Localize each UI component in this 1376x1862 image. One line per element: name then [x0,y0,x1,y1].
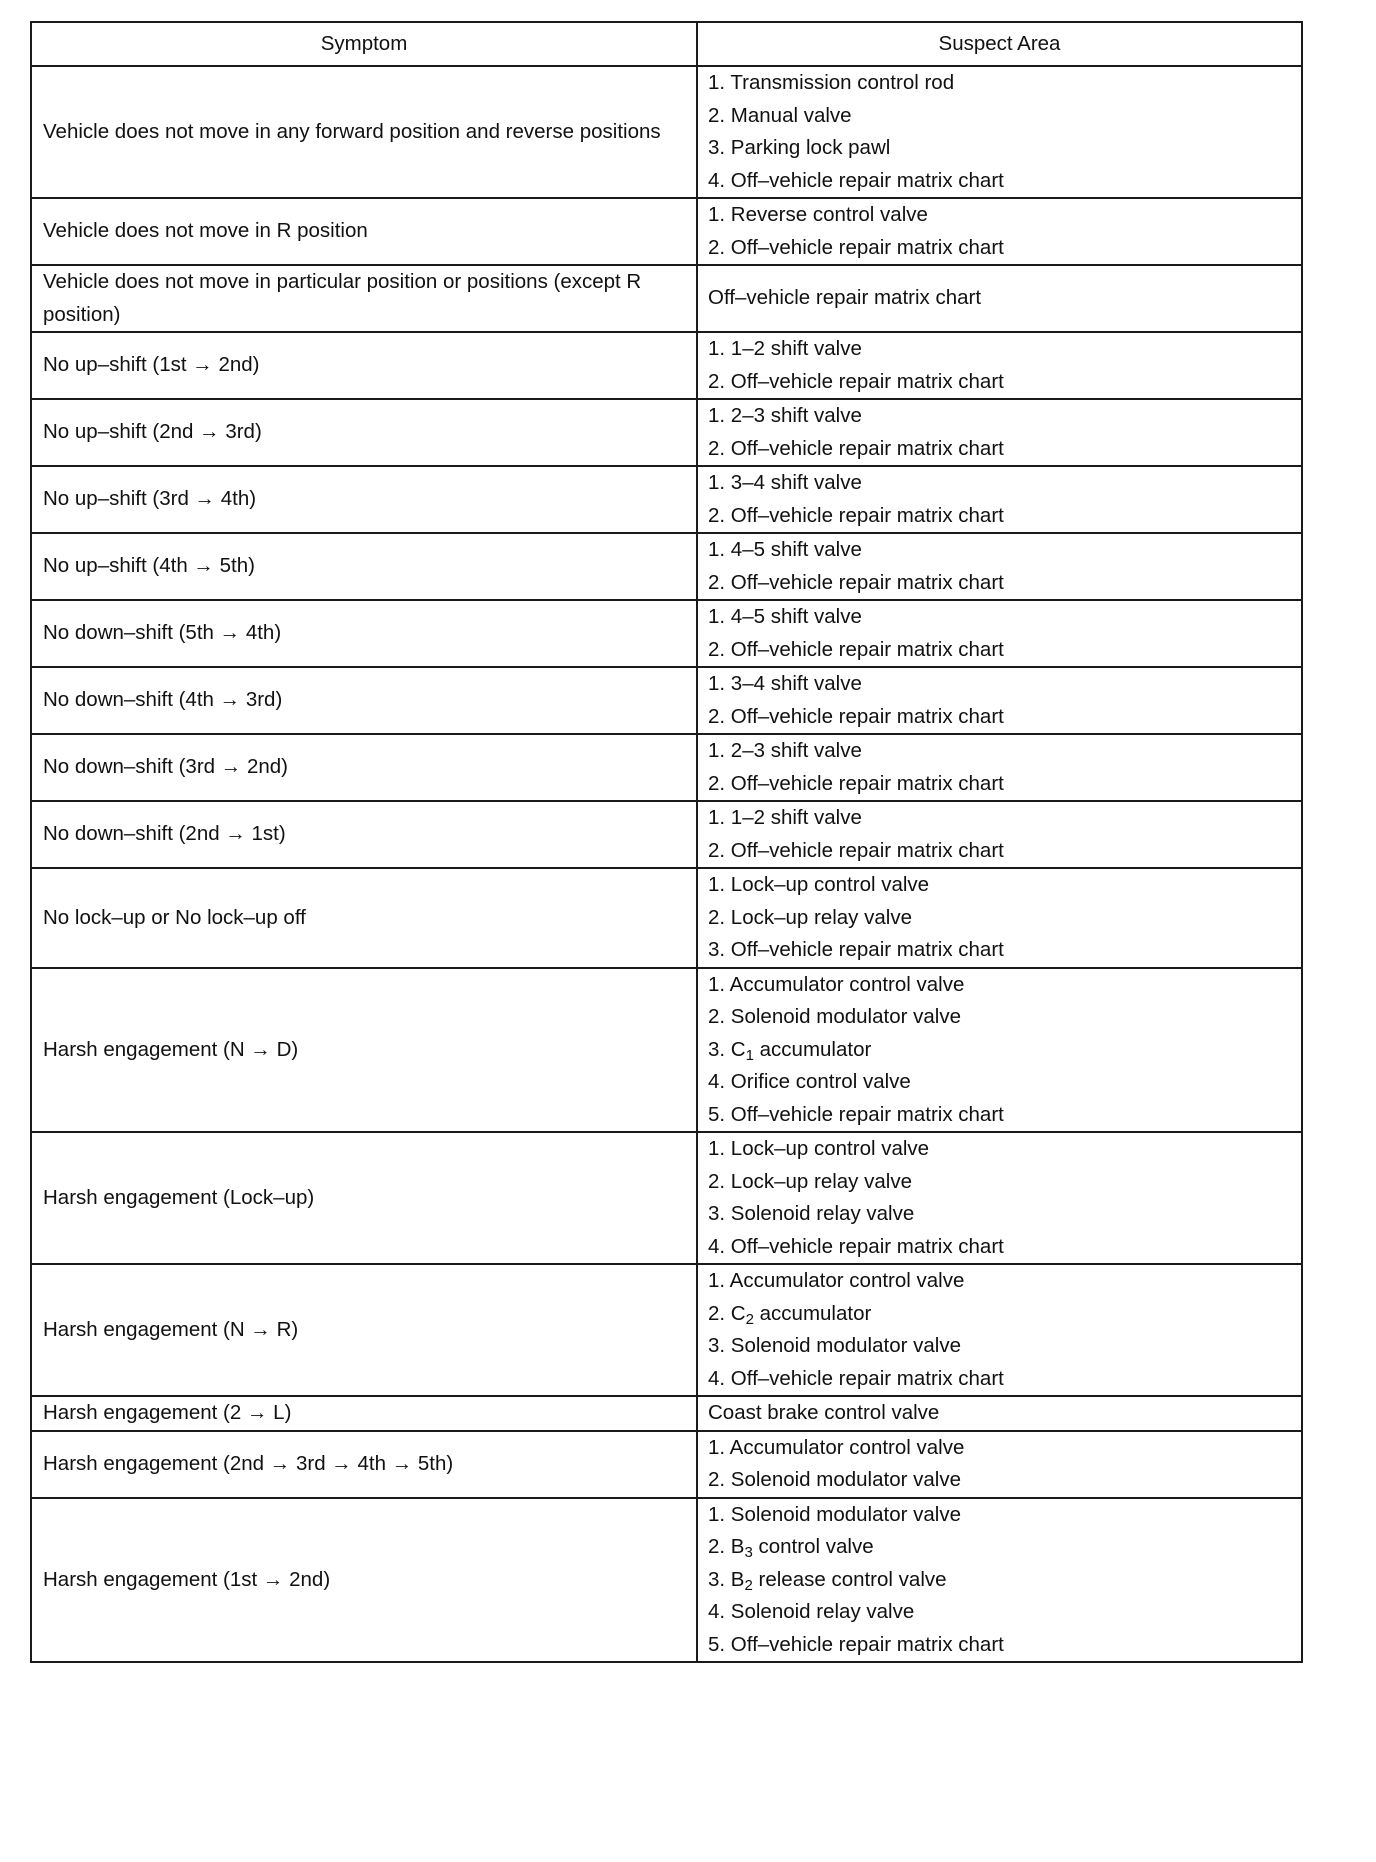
symptom-cell: No lock–up or No lock–up off [31,868,697,968]
suspect-area-item: 4. Off–vehicle repair matrix chart [708,1366,1004,1390]
suspect-area-item: 3. Solenoid modulator valve [708,1334,961,1357]
suspect-area-item: 1. Transmission control rod [708,71,955,94]
table-row [31,399,1302,466]
suspect-area-item: 4. Off–vehicle repair matrix chart [708,1234,1004,1258]
suspect-area-item: 2. Off–vehicle repair matrix chart [708,838,1004,862]
table-row [31,1132,1302,1264]
suspect-area-cell [697,968,1302,1133]
suspect-area-item: 1. 1–2 shift valve [708,337,862,360]
suspect-area-header: Suspect Area [697,22,1302,66]
symptom-cell: No up–shift (1st → 2nd) [31,332,697,399]
symptom-cell: No up–shift (4th → 5th) [31,533,697,600]
suspect-area-item: 1. Solenoid modulator valve [708,1502,961,1526]
table-row [31,968,1302,1133]
suspect-area-cell [697,600,1302,667]
symptom-cell: No down–shift (2nd → 1st) [31,801,697,868]
suspect-area-item: 2. Lock–up relay valve [708,1169,912,1193]
symptom-cell: No up–shift (2nd → 3rd) [31,399,697,466]
table-row [31,600,1302,667]
suspect-area-item: 3. $B_2$ release control valve [708,1567,947,1594]
suspect-area-cell [697,399,1302,466]
suspect-area-item: 1. 4–5 shift valve [708,605,862,628]
symptom-cell: No down–shift (4th → 3rd) [31,667,697,734]
suspect-area-cell [697,533,1302,600]
suspect-area-item: 2. Off–vehicle repair matrix chart [708,771,1004,795]
table-row [31,265,1302,332]
suspect-area-item: 2. Solenoid modulator valve [708,1468,961,1491]
suspect-area-cell [697,1431,1302,1498]
suspect-area-item: 1. 1–2 shift valve [708,806,862,829]
table-row [31,667,1302,734]
suspect-area-cell [697,66,1302,198]
suspect-area-item: 2. Manual valve [708,103,852,127]
suspect-area-item: 1. Lock–up control valve [708,873,930,896]
suspect-area-item: 2. Off–vehicle repair matrix chart [708,235,1004,259]
suspect-area-item: 3. Off–vehicle repair matrix chart [708,938,1004,961]
suspect-area-cell [697,265,1302,332]
suspect-area-item: 4. Solenoid relay valve [708,1600,915,1623]
symptom-cell: Harsh engagement (2 → L) [31,1396,697,1431]
symptom-cell: Harsh engagement (2nd → 3rd → 4th → 5th) [31,1431,697,1498]
suspect-area-cell [697,1132,1302,1264]
table-row [31,868,1302,968]
suspect-area-cell [697,332,1302,399]
suspect-area-item: 1. 2–3 shift valve [708,739,862,762]
suspect-area-item: 2. Off–vehicle repair matrix chart [708,369,1004,393]
suspect-area-item: 5. Off–vehicle repair matrix chart [708,1632,1004,1656]
table-row [31,1264,1302,1396]
suspect-area-cell [697,801,1302,868]
suspect-area-item: Coast brake control valve [708,1401,940,1424]
symptom-cell: Harsh engagement (1st → 2nd) [31,1498,697,1663]
suspect-area-item: 4. Off–vehicle repair matrix chart [708,168,1004,192]
suspect-area-cell [697,198,1302,265]
suspect-area-item: 1. Accumulator control valve [708,1435,965,1459]
suspect-area-cell [697,1498,1302,1663]
suspect-area-cell [697,734,1302,801]
suspect-area-item: 1. Lock–up control valve [708,1137,930,1160]
table-row [31,1498,1302,1663]
table-row [31,66,1302,198]
symptom-cell: Vehicle does not move in any forward position and reverse positions [31,66,697,198]
suspect-area-item: 2. Off–vehicle repair matrix chart [708,436,1004,460]
suspect-area-item: 3. $C_1$ accumulator [708,1037,872,1064]
symptom-cell: Harsh engagement (Lock–up) [31,1132,697,1264]
suspect-area-item: 2. Solenoid modulator valve [708,1005,961,1028]
suspect-area-item: 2. $B_3$ control valve [708,1535,874,1561]
suspect-area-item: 1. Accumulator control valve [708,1269,965,1292]
symptom-cell: Vehicle does not move in particular position or positions (except R position) [31,265,697,332]
suspect-area-item: 1. Accumulator control valve [708,972,965,996]
suspect-area-item: 1. 2–3 shift valve [708,404,862,427]
suspect-area-item: 1. 3–4 shift valve [708,672,862,695]
suspect-area-item: 5. Off–vehicle repair matrix chart [708,1102,1004,1126]
suspect-area-item: 1. Reverse control valve [708,203,928,226]
symptom-cell: Harsh engagement (N → D) [31,968,697,1133]
symptom-cell: No down–shift (3rd → 2nd) [31,734,697,801]
suspect-area-item: 1. 4–5 shift valve [708,538,862,561]
table-row [31,466,1302,533]
symptom-cell: Harsh engagement (N → R) [31,1264,697,1396]
suspect-area-item: 4. Orifice control valve [708,1070,911,1093]
table-row [31,533,1302,600]
table-row [31,332,1302,399]
suspect-area-cell [697,1396,1302,1431]
symptom-cell: Vehicle does not move in R position [31,198,697,265]
symptom-cell: No up–shift (3rd → 4th) [31,466,697,533]
suspect-area-item: 3. Solenoid relay valve [708,1202,915,1225]
suspect-area-item: 2. Off–vehicle repair matrix chart [708,503,1004,527]
suspect-area-item: 3. Parking lock pawl [708,136,891,159]
symptom-header: Symptom [31,22,697,66]
suspect-area-item: 2. $C_2$ accumulator [708,1301,872,1328]
suspect-area-cell [697,667,1302,734]
diagnosis-table [30,21,1303,1663]
header-row [31,22,1302,66]
suspect-area-cell [697,466,1302,533]
symptom-cell: No down–shift (5th → 4th) [31,600,697,667]
table-row [31,198,1302,265]
suspect-area-item: Off–vehicle repair matrix chart [708,286,982,310]
suspect-area-cell [697,1264,1302,1396]
table-row [31,801,1302,868]
suspect-area-item: 2. Lock–up relay valve [708,905,912,929]
suspect-area-item: 1. 3–4 shift valve [708,471,862,494]
table-row [31,734,1302,801]
suspect-area-cell [697,868,1302,968]
table-row [31,1431,1302,1498]
table-row [31,1396,1302,1431]
suspect-area-item: 2. Off–vehicle repair matrix chart [708,704,1004,728]
suspect-area-item: 2. Off–vehicle repair matrix chart [708,637,1004,661]
suspect-area-item: 2. Off–vehicle repair matrix chart [708,570,1004,594]
